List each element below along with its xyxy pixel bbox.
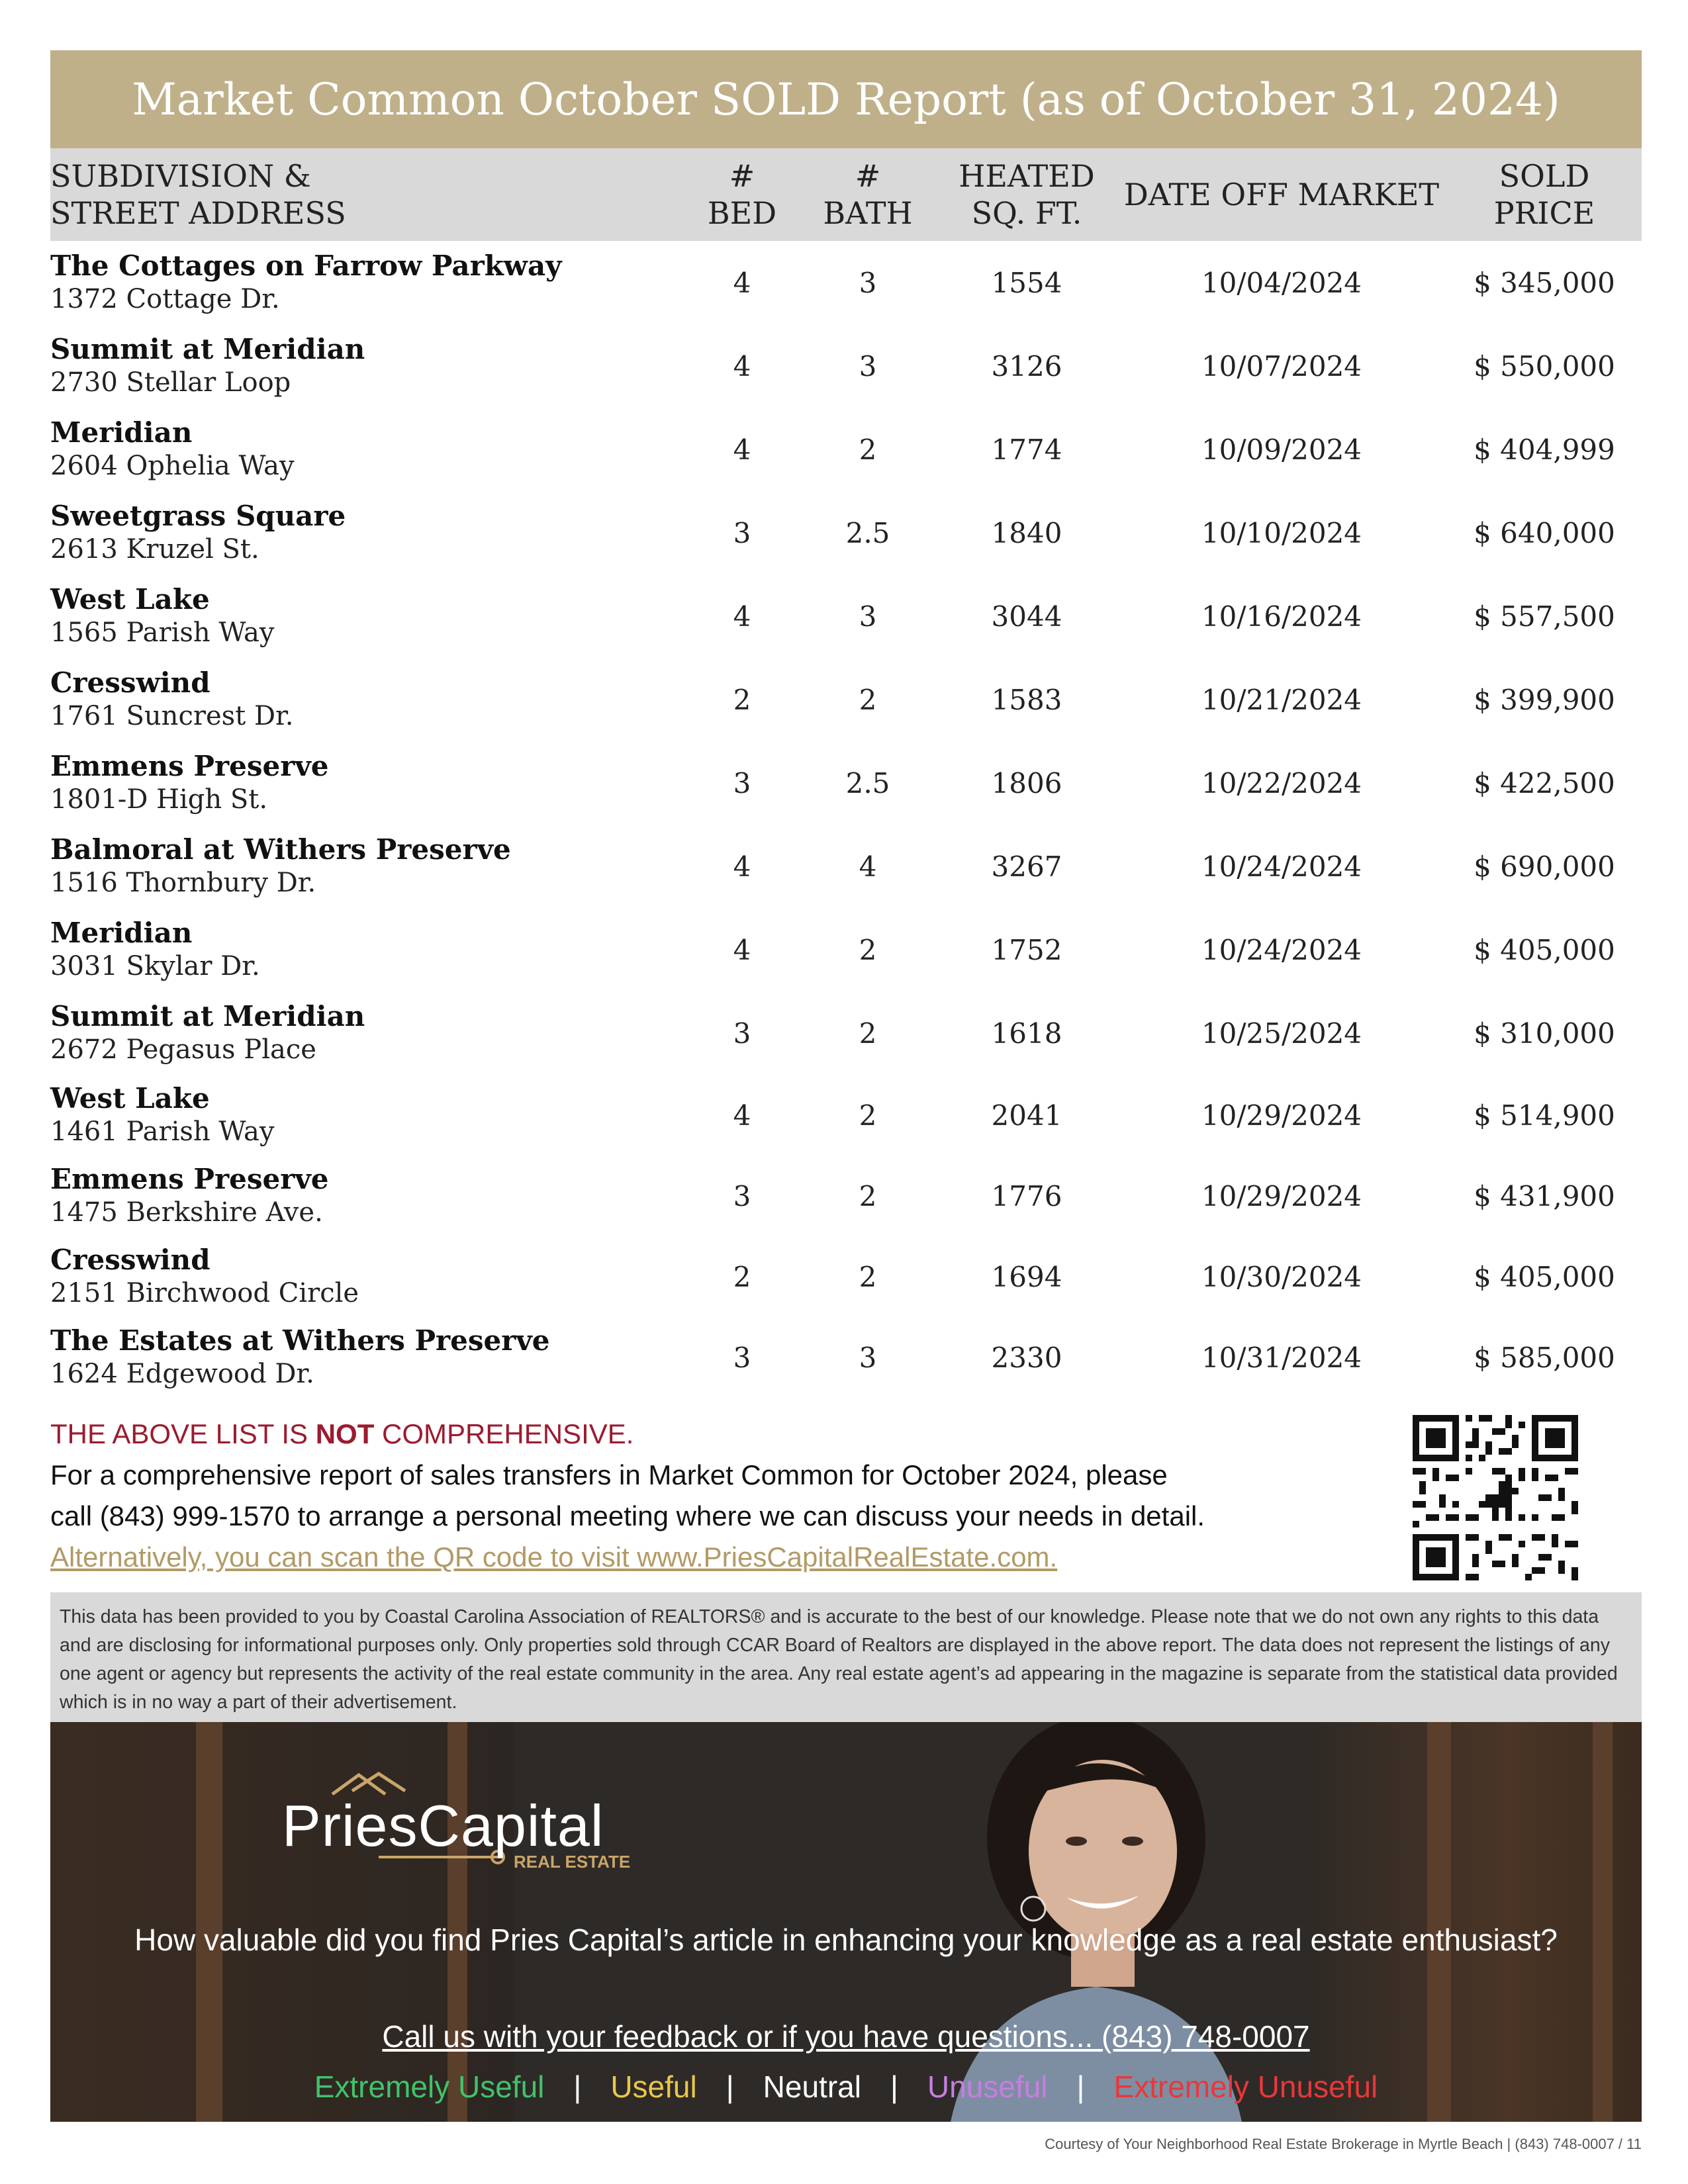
price-cell: $ 640,000 <box>1474 516 1615 549</box>
logo-subtitle: REAL ESTATE <box>514 1852 631 1872</box>
price-cell: $ 405,000 <box>1474 933 1615 966</box>
header-date: DATE OFF MARKET <box>1123 177 1440 212</box>
website-link[interactable]: Alternatively, you can scan the QR code to visit www.PriesCapitalRealEstate.com. <box>50 1541 1058 1572</box>
bath-cell: 3 <box>859 600 877 633</box>
bath-cell: 3 <box>859 266 877 299</box>
rating-option[interactable]: Useful <box>610 2070 697 2104</box>
sqft-cell: 2041 <box>991 1099 1062 1132</box>
sqft-cell: 1554 <box>991 266 1062 299</box>
price-cell: $ 404,999 <box>1474 433 1615 466</box>
qr-code-icon[interactable] <box>1413 1415 1578 1580</box>
street-address: 2604 Ophelia Way <box>50 451 295 481</box>
sqft-cell: 1752 <box>991 933 1062 966</box>
subdivision-name: Summit at Meridian <box>50 333 365 365</box>
date-cell: 10/22/2024 <box>1201 766 1362 799</box>
sqft-cell: 1840 <box>991 516 1062 549</box>
feedback-question: How valuable did you find Pries Capital’s article in enhancing your knowledge as a real estate enthusiast? <box>134 1923 1558 1957</box>
address-cell <box>50 241 686 324</box>
subdivision-name: The Estates at Withers Preserve <box>50 1324 550 1357</box>
bath-cell: 3 <box>859 1341 877 1374</box>
header-address: SUBDIVISION & STREET ADDRESS <box>50 158 346 231</box>
report-title <box>50 50 1642 148</box>
subdivision-name: Sweetgrass Square <box>50 500 346 532</box>
table-body <box>50 241 1642 1398</box>
sqft-cell: 3044 <box>991 600 1062 633</box>
street-address: 3031 Skylar Dr. <box>50 951 260 981</box>
address-cell <box>50 908 686 991</box>
bed-cell: 4 <box>733 349 751 383</box>
bed-cell: 2 <box>733 1260 751 1293</box>
bed-cell: 4 <box>733 850 751 883</box>
sold-table <box>50 148 1642 1398</box>
notice-line-3: call (843) 999-1570 to arrange a personal meeting where we can discuss your needs in detail. <box>50 1500 1205 1531</box>
rating-separator: | <box>1076 2070 1085 2104</box>
table-row <box>50 741 1642 825</box>
rating-separator: | <box>890 2070 898 2104</box>
rating-option[interactable]: Neutral <box>763 2070 861 2104</box>
date-cell: 10/07/2024 <box>1201 349 1362 383</box>
subdivision-name: Cresswind <box>50 666 211 699</box>
address-cell <box>50 1236 686 1317</box>
street-address: 1516 Thornbury Dr. <box>50 868 316 898</box>
bath-cell: 2 <box>859 683 877 716</box>
rating-separator: | <box>726 2070 734 2104</box>
bed-cell: 3 <box>733 1341 751 1374</box>
date-cell: 10/10/2024 <box>1201 516 1362 549</box>
price-cell: $ 345,000 <box>1474 266 1615 299</box>
bath-cell: 2 <box>859 933 877 966</box>
price-cell: $ 550,000 <box>1474 349 1615 383</box>
rating-separator: | <box>573 2070 582 2104</box>
subdivision-name: West Lake <box>50 583 210 615</box>
street-address: 1461 Parish Way <box>50 1116 275 1147</box>
address-cell <box>50 1156 686 1236</box>
street-address: 2151 Birchwood Circle <box>50 1278 359 1308</box>
header-price: SOLD PRICE <box>1493 158 1595 231</box>
date-cell: 10/24/2024 <box>1201 850 1362 883</box>
subdivision-name: Meridian <box>50 416 193 449</box>
price-cell: $ 585,000 <box>1474 1341 1615 1374</box>
street-address: 1624 Edgewood Dr. <box>50 1359 314 1389</box>
address-cell <box>50 825 686 908</box>
bed-cell: 3 <box>733 1179 751 1212</box>
rating-options <box>50 2069 1642 2105</box>
subdivision-name: Summit at Meridian <box>50 1000 365 1032</box>
sqft-cell: 3267 <box>991 850 1062 883</box>
bed-cell: 4 <box>733 433 751 466</box>
date-cell: 10/09/2024 <box>1201 433 1362 466</box>
table-row <box>50 825 1642 908</box>
table-row <box>50 658 1642 741</box>
street-address: 1372 Cottage Dr. <box>50 284 280 314</box>
page-footer: Courtesy of Your Neighborhood Real Estate Brokerage in Myrtle Beach | (843) 748-0007 / 11 <box>1045 2136 1642 2152</box>
bed-cell: 3 <box>733 766 751 799</box>
promo-banner <box>50 1722 1642 2122</box>
address-cell <box>50 491 686 574</box>
price-cell: $ 557,500 <box>1474 600 1615 633</box>
date-cell: 10/30/2024 <box>1201 1260 1362 1293</box>
address-cell <box>50 324 686 408</box>
address-cell <box>50 574 686 658</box>
rating-option[interactable]: Extremely Useful <box>314 2070 545 2104</box>
table-row <box>50 1075 1642 1156</box>
table-row <box>50 491 1642 574</box>
report-page <box>50 50 1642 2122</box>
sqft-cell: 2330 <box>991 1341 1062 1374</box>
table-row <box>50 1236 1642 1317</box>
price-cell: $ 514,900 <box>1474 1099 1615 1132</box>
table-row <box>50 574 1642 658</box>
date-cell: 10/04/2024 <box>1201 266 1362 299</box>
street-address: 1801-D High St. <box>50 784 268 815</box>
notice-block <box>50 1414 1642 1592</box>
address-cell <box>50 1317 686 1398</box>
date-cell: 10/25/2024 <box>1201 1017 1362 1050</box>
header-bath: # BATH <box>823 158 913 231</box>
bath-cell: 2.5 <box>845 766 890 799</box>
notice-heading: THE ABOVE LIST IS NOT COMPREHENSIVE. <box>50 1418 634 1449</box>
date-cell: 10/29/2024 <box>1201 1099 1362 1132</box>
sqft-cell: 1806 <box>991 766 1062 799</box>
bed-cell: 2 <box>733 683 751 716</box>
subdivision-name: Meridian <box>50 917 193 949</box>
date-cell: 10/16/2024 <box>1201 600 1362 633</box>
date-cell: 10/24/2024 <box>1201 933 1362 966</box>
street-address: 2672 Pegasus Place <box>50 1034 316 1065</box>
address-cell <box>50 741 686 825</box>
bath-cell: 2 <box>859 1260 877 1293</box>
subdivision-name: Cresswind <box>50 1244 211 1276</box>
table-row <box>50 991 1642 1075</box>
street-address: 2613 Kruzel St. <box>50 534 259 565</box>
table-row <box>50 408 1642 491</box>
bath-cell: 3 <box>859 349 877 383</box>
bath-cell: 4 <box>859 850 877 883</box>
bed-cell: 4 <box>733 1099 751 1132</box>
sqft-cell: 1694 <box>991 1260 1062 1293</box>
bed-cell: 3 <box>733 516 751 549</box>
street-address: 1565 Parish Way <box>50 617 275 648</box>
bed-cell: 4 <box>733 933 751 966</box>
subdivision-name: Emmens Preserve <box>50 1163 329 1195</box>
bath-cell: 2 <box>859 433 877 466</box>
price-cell: $ 690,000 <box>1474 850 1615 883</box>
bath-cell: 2 <box>859 1179 877 1212</box>
bed-cell: 4 <box>733 266 751 299</box>
subdivision-name: West Lake <box>50 1082 210 1115</box>
bath-cell: 2.5 <box>845 516 890 549</box>
street-address: 1761 Suncrest Dr. <box>50 701 294 731</box>
rating-option[interactable]: Extremely Unuseful <box>1113 2070 1378 2104</box>
bed-cell: 3 <box>733 1017 751 1050</box>
subdivision-name: Balmoral at Withers Preserve <box>50 833 511 866</box>
table-row <box>50 908 1642 991</box>
subdivision-name: The Cottages on Farrow Parkway <box>50 250 562 282</box>
price-cell: $ 431,900 <box>1474 1179 1615 1212</box>
address-cell <box>50 991 686 1075</box>
table-row <box>50 1156 1642 1236</box>
sqft-cell: 1774 <box>991 433 1062 466</box>
price-cell: $ 399,900 <box>1474 683 1615 716</box>
street-address: 2730 Stellar Loop <box>50 367 291 398</box>
bed-cell: 4 <box>733 600 751 633</box>
disclaimer: This data has been provided to you by Coastal Carolina Association of REALTORS® and is accurate to the best of our knowledge. Please note that we do not own any rights to this data and are disclosing for informational purposes only. Only properties sold through CCAR Board of Realtors are displayed in the above report. The data does not represent the listings of any one agent or agency but represents the activity of the real estate community in the area. Any real estate agent’s ad appearing in the magazine is separate from the statistical data provided which is in no way a part of their advertisement. <box>50 1592 1642 1722</box>
notice-line-2: For a comprehensive report of sales transfers in Market Common for October 2024, please <box>50 1459 1168 1490</box>
address-cell <box>50 408 686 491</box>
table-row <box>50 1317 1642 1398</box>
header-bed: # BED <box>707 158 777 231</box>
price-cell: $ 310,000 <box>1474 1017 1615 1050</box>
bath-cell: 2 <box>859 1099 877 1132</box>
header-sqft: HEATED SQ. FT. <box>959 158 1095 231</box>
table-row <box>50 241 1642 324</box>
price-cell: $ 405,000 <box>1474 1260 1615 1293</box>
sqft-cell: 1583 <box>991 683 1062 716</box>
date-cell: 10/31/2024 <box>1201 1341 1362 1374</box>
bath-cell: 2 <box>859 1017 877 1050</box>
street-address: 1475 Berkshire Ave. <box>50 1197 323 1228</box>
sqft-cell: 1776 <box>991 1179 1062 1212</box>
table-header-row <box>50 148 1642 241</box>
feedback-call-link[interactable]: Call us with your feedback or if you have questions... (843) 748-0007 <box>382 2019 1310 2054</box>
table-row <box>50 324 1642 408</box>
date-cell: 10/21/2024 <box>1201 683 1362 716</box>
date-cell: 10/29/2024 <box>1201 1179 1362 1212</box>
rating-option[interactable]: Unuseful <box>927 2070 1048 2104</box>
report-title-text: Market Common October SOLD Report (as of October 31, 2024) <box>132 73 1560 125</box>
price-cell: $ 422,500 <box>1474 766 1615 799</box>
subdivision-name: Emmens Preserve <box>50 750 329 782</box>
sqft-cell: 1618 <box>991 1017 1062 1050</box>
address-cell <box>50 658 686 741</box>
sqft-cell: 3126 <box>991 349 1062 383</box>
logo-wordmark: PriesCapital <box>282 1793 604 1858</box>
address-cell <box>50 1075 686 1156</box>
